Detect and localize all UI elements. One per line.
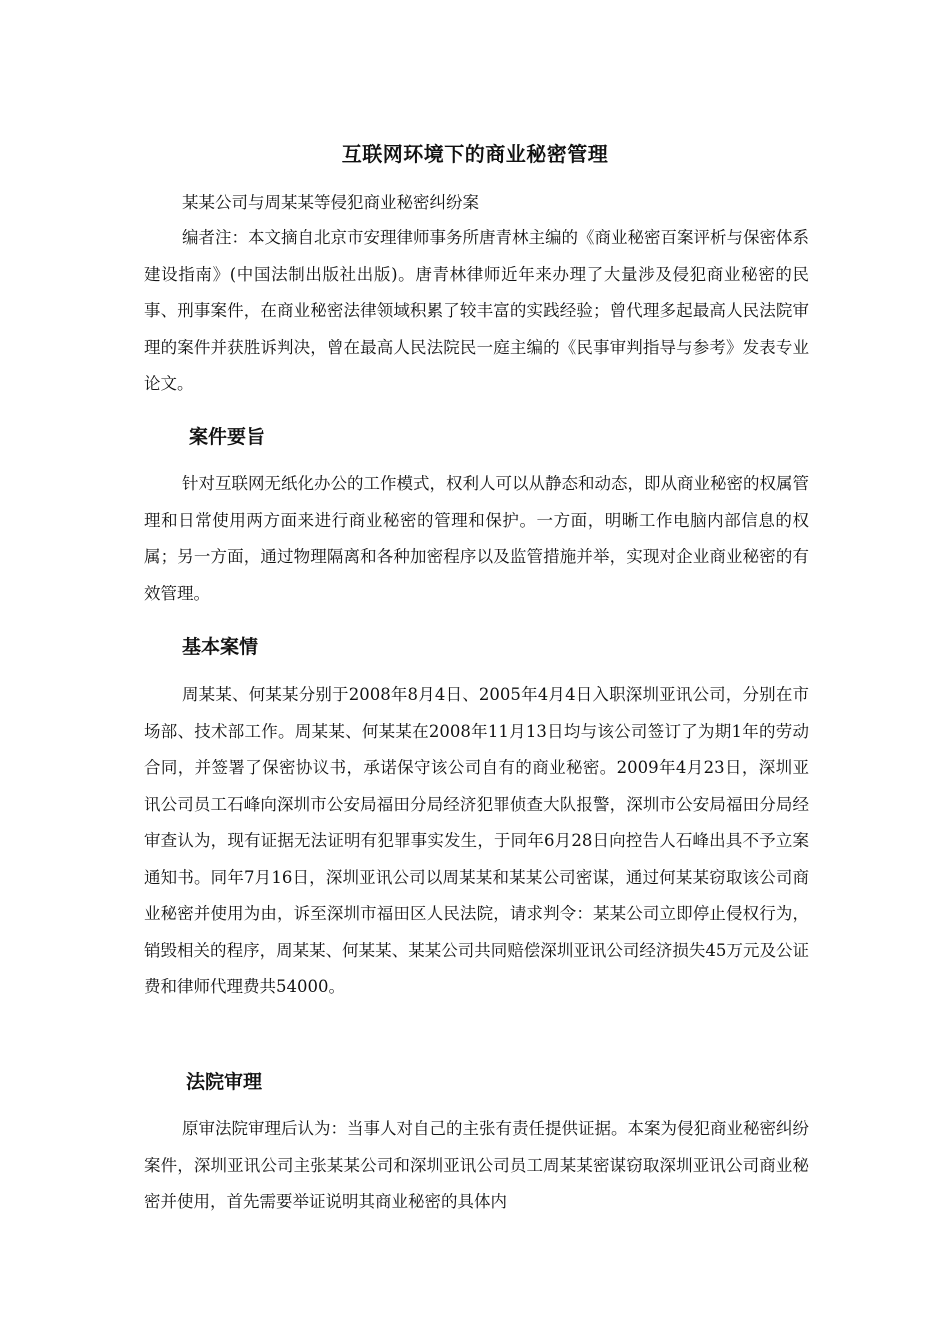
section-heading-court-trial: 法院审理 [186,1071,263,1093]
section-heading-basic-facts: 基本案情 [182,636,259,658]
section-body-case-summary: 针对互联网无纸化办公的工作模式，权利人可以从静态和动态，即从商业秘密的权属管理和日常使用两方面来进行商业秘密的管理和保护。一方面，明晰工作电脑内部信息的权属；另一方面，通过物理隔离和各种加密程序以及监管措施并举，实现对企业商业秘密的有效管理。 [144,474,809,603]
document-title: 互联网环境下的商业秘密管理 [341,142,609,166]
section-body-court-trial: 原审法院审理后认为：当事人对自己的主张有责任提供证据。本案为侵犯商业秘密纠纷案件，深圳亚讯公司主张某某公司和深圳亚讯公司员工周某某密谋窃取深圳亚讯公司商业秘密并使用，首先需要举证说明其商业秘密的具体内 [144,1119,809,1211]
section-body-basic-facts: 周某某、何某某分别于2008年8月4日、2005年4月4日入职深圳亚讯公司，分别在市场部、技术部工作。周某某、何某某在2008年11月13日均与该公司签订了为期1年的劳动合同，并签署了保密协议书，承诺保守该公司自有的商业秘密。2009年4月23日，深圳亚讯公司员工石峰向深圳市公安局福田分局经济犯罪侦查大队报警，深圳市公安局福田分局经审查认为，现有证据无法证明有犯罪事实发生，于同年6月28日向控告人石峰出具不予立案通知书。同年7月16日，深圳亚讯公司以周某某和某某公司密谋，通过何某某窃取该公司商业秘密并使用为由，诉至深圳市福田区人民法院，请求判令：某某公司立即停止侵权行为，销毁相关的程序，周某某、何某某、某某公司共同赔偿深圳亚讯公司经济损失45万元及公证费和律师代理费共54000。 [144,685,809,996]
editor-note-paragraph: 编者注：本文摘自北京市安理律师事务所唐青林主编的《商业秘密百案评析与保密体系建设指南》(中国法制出版社出版)。唐青林律师近年来办理了大量涉及侵犯商业秘密的民事、刑事案件，在商业秘密法律领域积累了较丰富的实践经验；曾代理多起最高人民法院审理的案件并获胜诉判决，曾在最高人民法院民一庭主编的《民事审判指导与参考》发表专业论文。 [144,228,809,393]
section-heading-case-summary: 案件要旨 [189,426,266,448]
case-subtitle: 某某公司与周某某等侵犯商业秘密纠纷案 [182,193,479,212]
